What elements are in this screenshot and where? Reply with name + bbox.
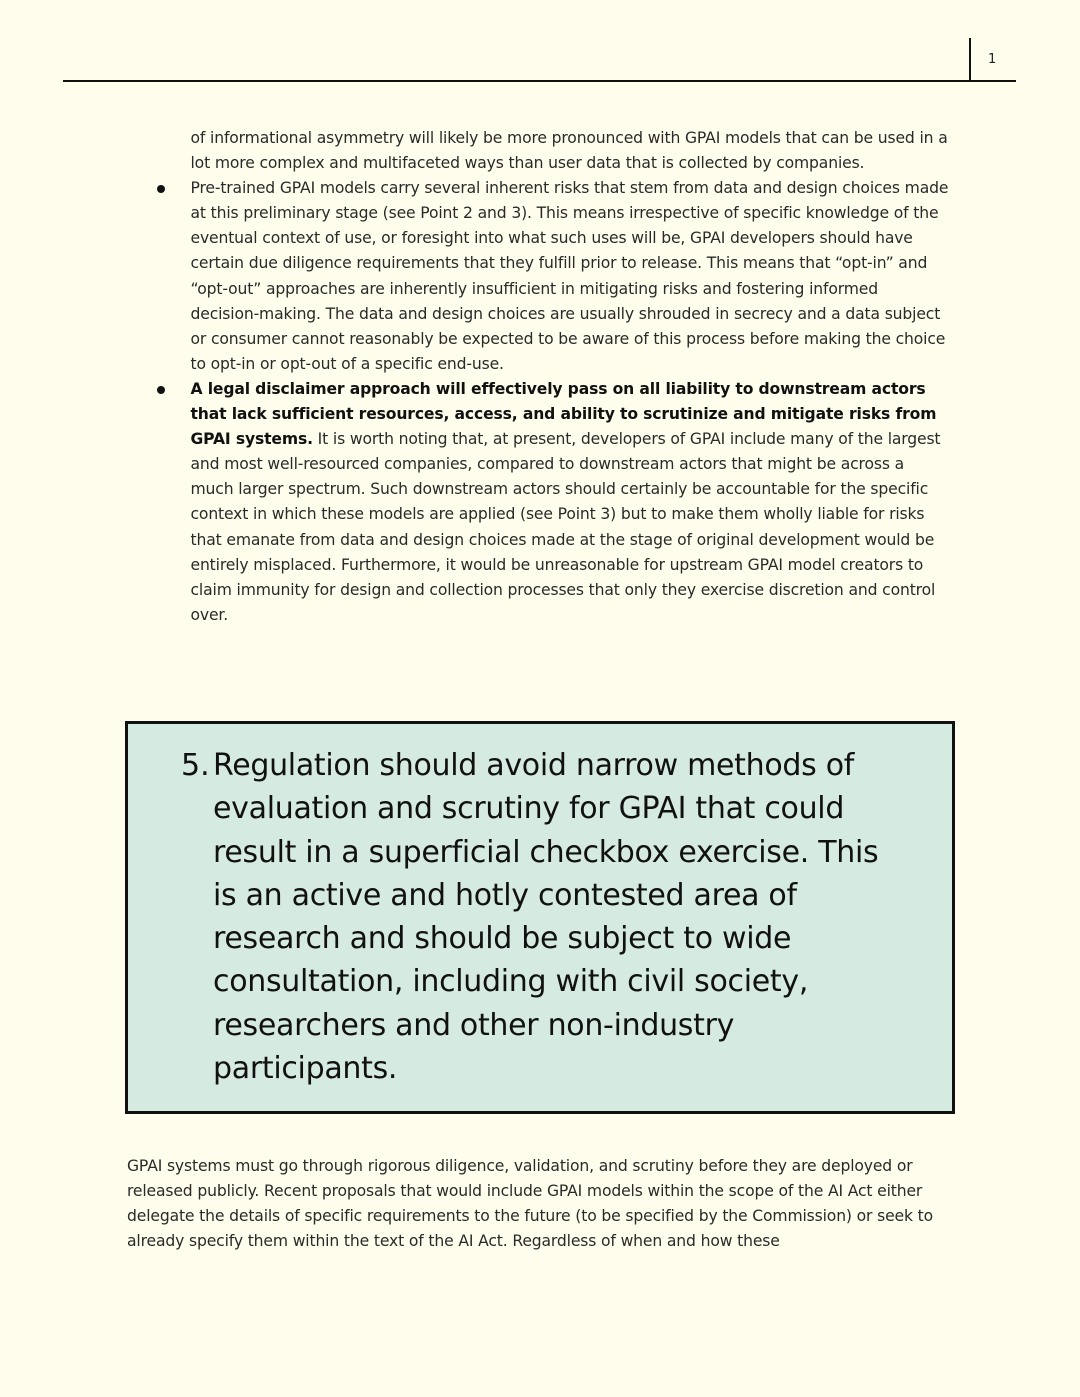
recommendation-number: 5.: [181, 748, 210, 783]
bullet-text: Pre-trained GPAI models carry several inherent risks that stem from data and design choices made at this preliminary stage (see Point 2 and 3). This means irrespective of specific knowledge of the eventual context of use, or foresight into what such uses will be, GPAI developers should have certain due diligence requirements that they fulfill prior to release. This means that “opt-in” and “opt-out” approaches are inherently insufficient in mitigating risks and fostering informed decision-making. The data and design choices are usually shrouded in secrecy and a data subject or consumer cannot reasonably be expected to be aware of this process before making the choice to opt-in or opt-out of a specific end-use.: [190, 179, 949, 373]
bullet-text: It is worth noting that, at present, developers of GPAI include many of the largest and most well-resourced companies, compared to downstream actors that might be across a much larger spectrum. Such downstream actors should certainly be accountable for the specific context in which these models are applied (see Point 3) but to make them wholly liable for risks that emanate from data and design choices made at the stage of original development would be entirely misplaced. Furthermore, it would be unreasonable for upstream GPAI model creators to claim immunity for design and collection processes that only they exercise discretion and control over.: [190, 430, 941, 624]
bullet-bold-lead: A legal disclaimer approach will effectively pass on all liability to downstream actors that lack sufficient resources, access, and ability to scrutinize and mitigate risks from GPAI systems.: [190, 379, 937, 449]
recommendation-callout-box: [125, 721, 955, 1114]
page-number: 1: [988, 52, 997, 67]
bullet-item-legal-disclaimer: [151, 377, 951, 628]
bullet-icon: [157, 386, 165, 394]
header-divider-tick: [969, 38, 971, 82]
bullet-icon: [157, 185, 165, 193]
header-rule: [63, 80, 1016, 82]
body-paragraph: GPAI systems must go through rigorous diligence, validation, and scrutiny before they are deployed or released publicly. Recent proposals that would include GPAI models within the scope of the AI Act either delegate the details of specific requirements to the future (to be specified by the Commission) or seek to already specify them within the text of the AI Act. Regardless of when and how these: [127, 1157, 934, 1251]
recommendation-text: Regulation should avoid narrow methods of evaluation and scrutiny for GPAI that could result in a superficial checkbox exercise. This is an active and hotly contested area of research and should be subject to wide consultation, including with civil society, researchers and other non-industry participants.: [213, 748, 879, 1087]
continued-paragraph: of informational asymmetry will likely be more pronounced with GPAI models that can be used in a lot more complex and multifaceted ways than user data that is collected by companies.: [190, 129, 948, 173]
bullet-section: [151, 126, 951, 628]
bullet-item-pretrained-risks: [151, 176, 951, 377]
